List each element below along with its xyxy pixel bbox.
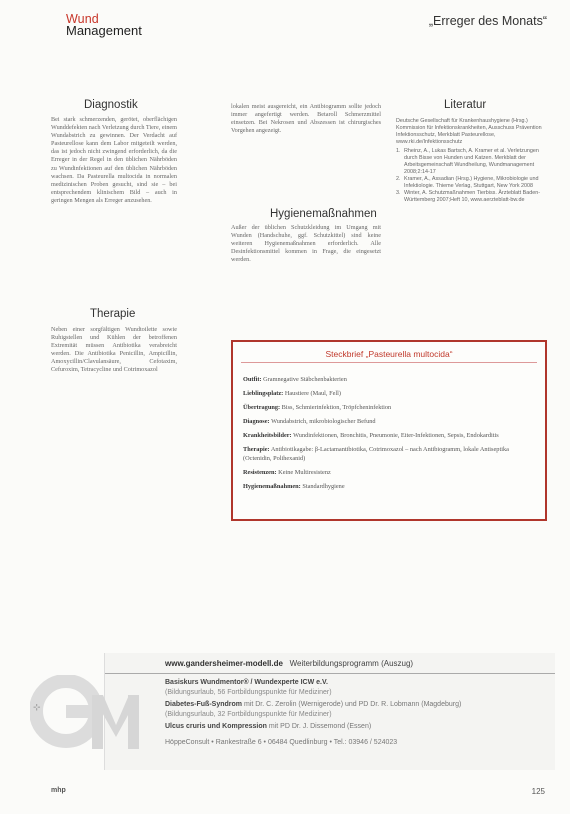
reference-number: 1. — [396, 148, 401, 154]
steckbrief-row — [243, 403, 535, 412]
steckbrief-row — [243, 468, 535, 477]
brand-line-1: Wund — [66, 12, 99, 26]
section-title: „Erreger des Monats“ — [428, 14, 547, 28]
steckbrief-label: Krankheitsbilder: — [243, 432, 292, 439]
course-subtitle: Weiterbildungsprogramm (Auszug) — [289, 659, 414, 668]
margin-mark-icon: ⊹ — [33, 703, 41, 713]
steckbrief-value: Biss, Schmierinfektion, Tröpfcheninfektion — [281, 404, 392, 411]
heading-hygiene: Hygienemaßnahmen — [270, 208, 377, 220]
course-title: Basiskurs Wundmentor® / Wundexperte ICW e.V. — [165, 679, 328, 686]
steckbrief-divider — [241, 362, 537, 363]
steckbrief-box — [231, 340, 547, 521]
course-item — [165, 700, 550, 710]
reference-number: 2. — [396, 176, 401, 182]
steckbrief-row — [243, 417, 535, 426]
course-advertisement — [104, 653, 555, 770]
text-therapie-continued: lokalen meist ausgereicht, ein Antibiogramm sollte jedoch immer angefertigt werden. Betaroll Schmerzmittel einsetzen. Bei Nekrosen und Abszessen ist chirurgisches Vorgehen angezeigt. — [231, 103, 381, 135]
reference-text: Winter, A. Schutzmaßnahmen Tierbiss. Ärzteblatt Baden-Württemberg 2007;Heft 10, www.aerzteblatt-bw.de — [404, 190, 541, 203]
steckbrief-value: Standardhygiene — [302, 483, 345, 490]
steckbrief-value: Wundabstrich, mikrobiologischer Befund — [271, 418, 376, 425]
course-list — [165, 678, 550, 748]
steckbrief-value: Keine Multiresistenz — [278, 469, 331, 476]
reference-number: 3. — [396, 190, 401, 196]
course-note: (Bildungsurlaub, 56 Fortbildungspunkte für Mediziner) — [165, 688, 332, 696]
steckbrief-body — [243, 375, 535, 496]
text-therapie: Neben einer sorgfältigen Wundtoilette sowie Ruhigstellen und Kühlen der betroffenen Extremität müssen Antibiotika verabreicht werden. Die Antibiotika Penicillin, Ampicillin, Amoxycillin/Clavulansäure, Cefotaxim, Cefuroxim, Tetracycline und Cotrimoxazol — [51, 326, 177, 374]
gm-logo-icon — [30, 675, 140, 755]
steckbrief-title: Steckbrief „Pasteurella multocida“ — [325, 349, 453, 359]
course-title: Ulcus cruris und Kompression — [165, 723, 267, 731]
course-header — [165, 659, 413, 668]
steckbrief-row — [243, 482, 535, 491]
reference-item — [396, 148, 548, 176]
course-title: Diabetes-Fuß-Syndrom — [165, 701, 243, 709]
steckbrief-value: Haustiere (Maul, Fell) — [284, 390, 341, 397]
page-number: 125 — [531, 787, 545, 796]
steckbrief-label: Diagnose: — [243, 418, 270, 425]
course-divider — [105, 673, 555, 674]
course-item — [165, 722, 550, 732]
footer-publisher: mhp — [51, 787, 66, 794]
text-hygiene: Außer der üblichen Schutzkleidung im Umgang mit Wunden (Handschuhe, ggf. Schutzkittel) sind keine weiteren Hygienemaßnahmen erforderlich. Alle Desinfektionsmittel kommen in Frage, die eingesetzt werden. — [231, 224, 381, 264]
steckbrief-label: Resistenzen: — [243, 469, 277, 476]
reference-list — [396, 118, 548, 204]
text-diagnostik: Bei stark schmerzenden, gerötet, oberflächigen Wunddefekten nach Verletzung durch Tiere, einem Wundabstrich zu gewinnen. Der Verdacht auf Pasteurellose kann dem Labor mitgeteilt werden, das ist jedoch nicht zwingend erforderlich, da die Erreger in der Regel in den üblichen Nährböden zu Wundinfektionen auf den üblichen Nährböden wachsen. Da Pasteurella multocida in normalen medizinischen Proben gesucht, sind sie – bei entsprechendem klinischem Bild – auch in geringen Mengen als Erreger anzusehen. — [51, 116, 177, 204]
steckbrief-row — [243, 375, 535, 384]
steckbrief-value: Gramnegative Stäbchenbakterien — [263, 376, 347, 383]
reference-text: Rheinz, A., Lukas Bartsch, A. Kramer et al. Verletzungen durch Bisse von Hunden und Katzen. Merkblatt der Arbeitsgemeinschaft Wundheilung, Wundmanagement 2008;2:14-17 — [404, 148, 539, 175]
reference-item — [396, 190, 548, 204]
course-lecturer: mit Dr. C. Zerolin (Wernigerode) und PD Dr. R. Lobmann (Magdeburg) — [243, 701, 462, 709]
steckbrief-value: Antibiotikagabe: β-Lactamantibiotika, Cotrimoxazol – nach Antibiogramm, lokale Antiseptika (Octenidin, Polihexanid) — [243, 446, 509, 462]
heading-literatur: Literatur — [444, 99, 487, 111]
steckbrief-label: Hygienemaßnahmen: — [243, 483, 301, 490]
heading-diagnostik: Diagnostik — [84, 99, 138, 111]
brand-line-2: Management — [66, 23, 142, 38]
course-contact: HöppeConsult • Rankestraße 6 • 06484 Quedlinburg • Tel.: 03946 / 524023 — [165, 738, 398, 746]
steckbrief-label: Lieblingsplatz: — [243, 390, 284, 397]
reference-item — [396, 176, 548, 190]
brand-logo — [66, 13, 142, 37]
course-lecturer: mit PD Dr. J. Dissemond (Essen) — [268, 723, 372, 731]
course-note: (Bildungsurlaub, 32 Fortbildungspunkte für Mediziner) — [165, 710, 332, 718]
steckbrief-row — [243, 389, 535, 398]
steckbrief-row — [243, 445, 535, 463]
steckbrief-label: Therapie: — [243, 446, 270, 453]
heading-therapie: Therapie — [90, 308, 136, 320]
steckbrief-label: Übertragung: — [243, 404, 281, 411]
reference-intro: Deutsche Gesellschaft für Krankenhaushygiene (Hrsg.) Kommission für Infektionskrankheiten, Ausschuss Prävention Infektionsschutz, Merkblatt Pasteurellose, www.rki.de/Infektionsschutz — [396, 118, 542, 145]
steckbrief-label: Outfit: — [243, 376, 262, 383]
steckbrief-value: Wundinfektionen, Bronchitis, Pneumonie, Eiter-Infektionen, Sepsis, Endokarditis — [293, 432, 499, 439]
course-item — [165, 678, 550, 688]
steckbrief-row — [243, 431, 535, 440]
course-website-link[interactable]: www.gandersheimer-modell.de — [165, 659, 283, 668]
reference-text: Kramer, A., Assadian (Hrsg.) Hygiene, Mikrobiologie und Infektiologie. Thieme Verlag, Stuttgart, New York 2008 — [404, 176, 539, 189]
